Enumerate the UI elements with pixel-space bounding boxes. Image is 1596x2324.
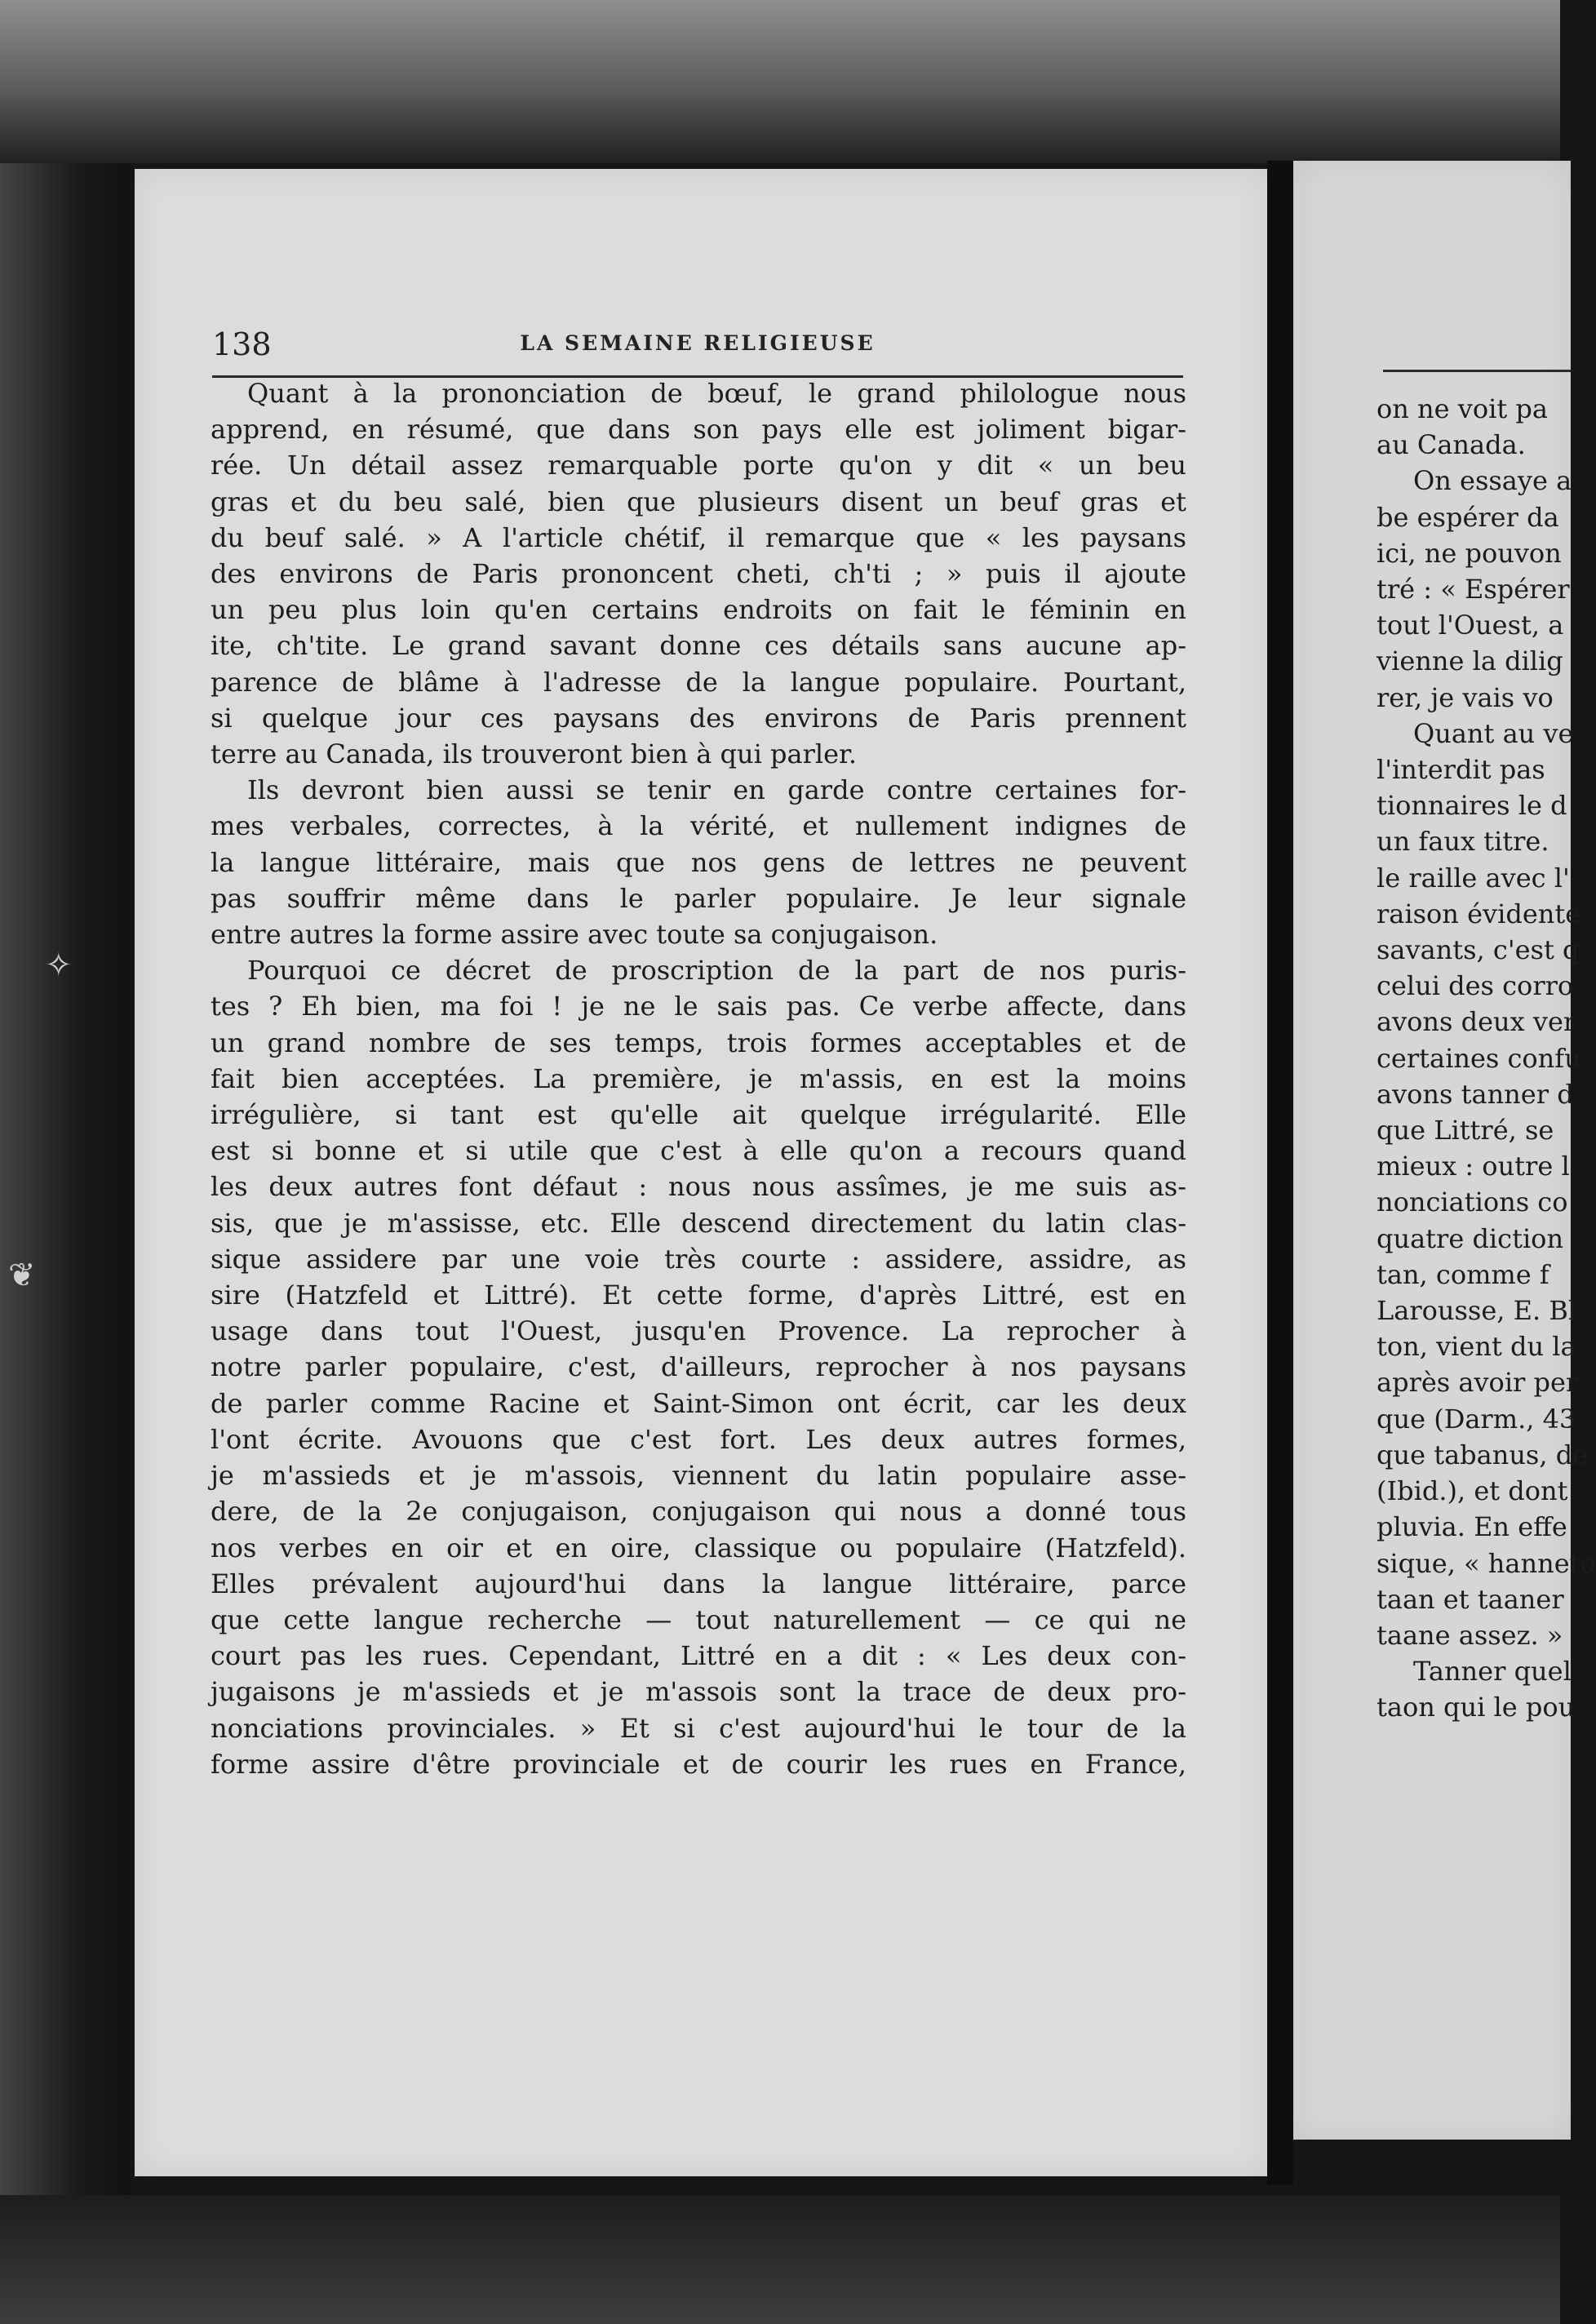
- text-line: taane assez. »: [1377, 1619, 1563, 1651]
- text-line: gras et du beu salé, bien que plusieurs disent un beuf gras et: [211, 486, 1186, 517]
- text-line: be espérer da: [1377, 501, 1559, 533]
- text-line: On essaye a: [1413, 465, 1572, 497]
- text-line: que cette langue recherche — tout naturellement — ce qui ne: [211, 1603, 1186, 1635]
- text-line: ton, vient du la: [1377, 1331, 1576, 1363]
- text-line: un faux titre.: [1377, 826, 1549, 858]
- text-line: Ils devront bien aussi se tenir en garde contre certaines for-: [247, 774, 1186, 806]
- text-line: un grand nombre de ses temps, trois formes acceptables et de: [211, 1027, 1186, 1058]
- text-line: tan, comme f: [1377, 1258, 1549, 1290]
- text-line: taon qui le pou: [1377, 1692, 1576, 1723]
- text-line: de parler comme Racine et Saint-Simon ont écrit, car les deux: [211, 1387, 1186, 1419]
- text-line: jugaisons je m'assieds et je m'assois sont la trace de deux pro-: [211, 1676, 1186, 1708]
- text-line: est si bonne et si utile que c'est à elle qu'on a recours quand: [211, 1135, 1186, 1167]
- scanner-background-left: [0, 163, 131, 2324]
- text-line: irrégulière, si tant est qu'elle ait quelque irrégularité. Elle: [211, 1099, 1186, 1131]
- text-line: terre au Canada, ils trouveront bien à qui parler.: [211, 738, 857, 770]
- text-line: nonciations provinciales. » Et si c'est aujourd'hui le tour de la: [211, 1712, 1186, 1744]
- text-line: un peu plus loin qu'en certains endroits on fait le féminin en: [211, 594, 1186, 626]
- running-title: LA SEMAINE RELIGIEUSE: [520, 331, 876, 355]
- page-header: [212, 326, 1183, 378]
- text-line: entre autres la forme assire avec toute sa conjugaison.: [211, 919, 938, 951]
- text-line: des environs de Paris prononcent cheti, ch'ti ; » puis il ajoute: [211, 558, 1186, 590]
- text-line: vienne la dilig: [1377, 645, 1563, 677]
- scanner-background-top: [0, 0, 1560, 163]
- text-line: dere, de la 2e conjugaison, conjugaison qui nous a donné tous: [211, 1496, 1186, 1528]
- text-line: Tanner quel: [1413, 1656, 1572, 1688]
- text-line: avons deux ver: [1377, 1006, 1576, 1038]
- text-line: tionnaires le d: [1377, 790, 1567, 822]
- text-line: quatre diction: [1377, 1222, 1564, 1254]
- text-line: les deux autres font défaut : nous nous assîmes, je me suis as-: [211, 1171, 1186, 1203]
- left-page-text: [211, 375, 1186, 1782]
- text-line: je m'assieds et je m'assois, viennent du latin populaire asse-: [211, 1460, 1186, 1492]
- text-line: on ne voit pa: [1377, 393, 1548, 424]
- text-line: pas souffrir même dans le parler populaire. Je leur signale: [211, 882, 1186, 914]
- text-line: du beuf salé. » A l'article chétif, il remarque que « les paysans: [211, 521, 1186, 553]
- text-line: après avoir per: [1377, 1367, 1579, 1399]
- text-line: sis, que je m'assisse, etc. Elle descend directement du latin clas-: [211, 1207, 1186, 1239]
- text-line: si quelque jour ces paysans des environs de Paris prennent: [211, 702, 1186, 734]
- text-line: que (Darm., 43: [1377, 1403, 1576, 1435]
- text-line: Quant à la prononciation de bœuf, le grand philologue nous: [247, 378, 1186, 409]
- text-line: l'interdit pas: [1377, 754, 1545, 786]
- text-line: notre parler populaire, c'est, d'ailleurs, reprocher à nos paysans: [211, 1351, 1186, 1383]
- text-line: que tabanus, de: [1377, 1439, 1589, 1470]
- text-line: ite, ch'tite. Le grand savant donne ces détails sans aucune ap-: [211, 630, 1186, 662]
- text-line: court pas les rues. Cependant, Littré en a dit : « Les deux con-: [211, 1640, 1186, 1672]
- text-line: tout l'Ouest, a: [1377, 610, 1564, 641]
- text-line: Quant au ve: [1413, 717, 1574, 749]
- text-line: sique assidere par une voie très courte : assidere, assidre, as: [211, 1243, 1186, 1275]
- dust-speck: ✧: [45, 947, 73, 984]
- text-line: apprend, en résumé, que dans son pays elle est joliment bigar-: [211, 414, 1186, 446]
- text-line: (Ibid.), et dont: [1377, 1475, 1568, 1507]
- text-line: forme assire d'être provinciale et de courir les rues en France,: [211, 1748, 1186, 1780]
- text-line: usage dans tout l'Ouest, jusqu'en Provence. La reprocher à: [211, 1315, 1186, 1347]
- text-line: sire (Hatzfeld et Littré). Et cette forme, d'après Littré, est en: [211, 1280, 1186, 1311]
- text-line: certaines confu: [1377, 1042, 1581, 1074]
- text-line: rer, je vais vo: [1377, 681, 1554, 713]
- text-line: rée. Un détail assez remarquable porte qu'on y dit « un beu: [211, 450, 1186, 481]
- text-line: ici, ne pouvon: [1377, 537, 1562, 569]
- text-line: Larousse, E. Bl: [1377, 1295, 1577, 1327]
- text-line: mieux : outre l: [1377, 1151, 1570, 1182]
- text-line: sique, « hanneto: [1377, 1547, 1596, 1579]
- text-line: le raille avec l': [1377, 862, 1570, 894]
- text-line: mes verbales, correctes, à la vérité, et nullement indignes de: [211, 810, 1186, 842]
- text-line: pluvia. En effe: [1377, 1511, 1567, 1543]
- right-page-text: [1377, 391, 1596, 1726]
- text-line: tes ? Eh bien, ma foi ! je ne le sais pas. Ce verbe affecte, dans: [211, 991, 1186, 1022]
- text-line: nonciations co: [1377, 1186, 1568, 1218]
- text-line: fait bien acceptées. La première, je m'assis, en est la moins: [211, 1062, 1186, 1094]
- right-page-header-rule: [1383, 370, 1571, 372]
- book-gutter: [1267, 161, 1293, 2184]
- text-line: la langue littéraire, mais que nos gens de lettres ne peuvent: [211, 846, 1186, 878]
- text-line: que Littré, se: [1377, 1115, 1554, 1146]
- text-line: au Canada.: [1377, 429, 1526, 461]
- scanner-background-bottom: [0, 2195, 1560, 2324]
- text-line: celui des corro: [1377, 970, 1574, 1002]
- text-line: avons tanner d: [1377, 1078, 1574, 1110]
- text-line: savants, c'est q: [1377, 934, 1580, 966]
- text-line: Elles prévalent aujourd'hui dans la langue littéraire, parce: [211, 1568, 1186, 1599]
- dust-speck: ❦: [8, 1257, 36, 1294]
- text-line: raison évidente: [1377, 898, 1581, 929]
- page-number: 138: [212, 326, 272, 362]
- text-line: tré : « Espérer: [1377, 574, 1570, 605]
- text-line: parence de blâme à l'adresse de la langue populaire. Pourtant,: [211, 666, 1186, 698]
- text-line: nos verbes en oir et en oire, classique ou populaire (Hatzfeld).: [211, 1532, 1186, 1563]
- text-line: l'ont écrite. Avouons que c'est fort. Les deux autres formes,: [211, 1423, 1186, 1455]
- text-line: Pourquoi ce décret de proscription de la part de nos puris-: [247, 955, 1186, 987]
- text-line: taan et taaner: [1377, 1583, 1564, 1615]
